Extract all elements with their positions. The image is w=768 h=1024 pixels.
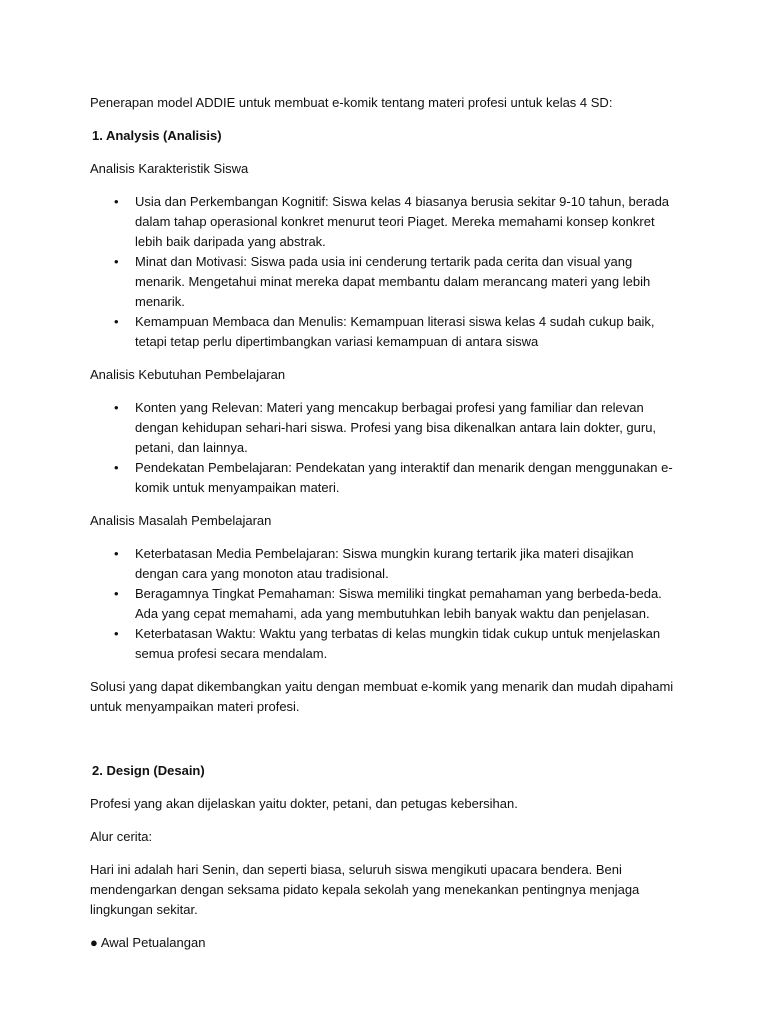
list-item-text: Pendekatan Pembelajaran: Pendekatan yang interaktif dan menarik dengan menggunakan e-komik untuk menyampaikan materi. <box>135 460 673 495</box>
list-item <box>90 624 690 664</box>
list-item-text: Konten yang Relevan: Materi yang mencakup berbagai profesi yang familiar dan relevan dengan kehidupan sehari-hari siswa. Profesi yang bisa dikenalkan antara lain dokter, guru, petani, dan lainnya. <box>135 400 657 455</box>
alur-label: Alur cerita: <box>90 829 153 844</box>
bullet-icon: • <box>114 254 119 269</box>
kebutuhan-list <box>90 398 690 498</box>
awal-petualangan-line <box>90 933 690 953</box>
list-item <box>90 192 690 252</box>
karakteristik-list <box>90 192 690 352</box>
kebutuhan-title: Analisis Kebutuhan Pembelajaran <box>90 367 286 382</box>
bullet-icon: • <box>114 460 119 475</box>
bullet-icon: • <box>114 546 119 561</box>
list-item <box>90 544 690 584</box>
bullet-icon: • <box>114 194 119 209</box>
bullet-icon: • <box>114 400 119 415</box>
list-item <box>90 312 690 352</box>
list-item-text: Minat dan Motivasi: Siswa pada usia ini cenderung tertarik pada cerita dan visual yang menarik. Mengetahui minat mereka dapat membantu dalam merancang materi yang lebih menarik. <box>135 254 651 309</box>
profesi-paragraph: Profesi yang akan dijelaskan yaitu dokter, petani, dan petugas kebersihan. <box>90 796 518 811</box>
list-item-text: Keterbatasan Media Pembelajaran: Siswa mungkin kurang tertarik jika materi disajikan dengan cara yang monoton atau tradisional. <box>135 546 634 581</box>
document-page <box>90 93 690 966</box>
bullet-icon: • <box>114 586 119 601</box>
list-item <box>90 584 690 624</box>
awal-petualangan-label: Awal Petualangan <box>100 935 206 950</box>
bullet-icon: • <box>114 626 119 641</box>
masalah-title: Analisis Masalah Pembelajaran <box>90 513 272 528</box>
list-item-text: Kemampuan Membaca dan Menulis: Kemampuan literasi siswa kelas 4 sudah cukup baik, tetapi tetap perlu dipertimbangkan variasi kemampuan di antara siswa <box>135 314 655 349</box>
list-item <box>90 252 690 312</box>
filled-circle-icon: ● <box>90 935 98 950</box>
design-heading: 2. Design (Desain) <box>92 763 205 778</box>
alur-paragraph: Hari ini adalah hari Senin, dan seperti biasa, seluruh siswa mengikuti upacara bendera. Beni mendengarkan dengan seksama pidato kepala sekolah yang menekankan pentingnya menjaga lingkungan sekitar. <box>90 862 640 917</box>
analysis-heading: 1. Analysis (Analisis) <box>92 128 222 143</box>
list-item-text: Usia dan Perkembangan Kognitif: Siswa kelas 4 biasanya berusia sekitar 9-10 tahun, berada dalam tahap operasional konkret menurut teori Piaget. Mereka memahami konsep konkret lebih baik daripada yang abstrak. <box>135 194 670 249</box>
list-item <box>90 398 690 458</box>
solusi-paragraph: Solusi yang dapat dikembangkan yaitu dengan membuat e-komik yang menarik dan mudah dipahami untuk menyampaikan materi profesi. <box>90 679 674 714</box>
karakteristik-title: Analisis Karakteristik Siswa <box>90 161 249 176</box>
list-item-text: Beragamnya Tingkat Pemahaman: Siswa memiliki tingkat pemahaman yang berbeda-beda. Ada yang cepat memahami, ada yang membutuhkan lebih banyak waktu dan penjelasan. <box>135 586 662 621</box>
list-item-text: Keterbatasan Waktu: Waktu yang terbatas di kelas mungkin tidak cukup untuk menjelaskan semua profesi secara mendalam. <box>135 626 661 661</box>
masalah-list <box>90 544 690 664</box>
intro-paragraph: Penerapan model ADDIE untuk membuat e-komik tentang materi profesi untuk kelas 4 SD: <box>90 95 613 110</box>
list-item <box>90 458 690 498</box>
bullet-icon: • <box>114 314 119 329</box>
